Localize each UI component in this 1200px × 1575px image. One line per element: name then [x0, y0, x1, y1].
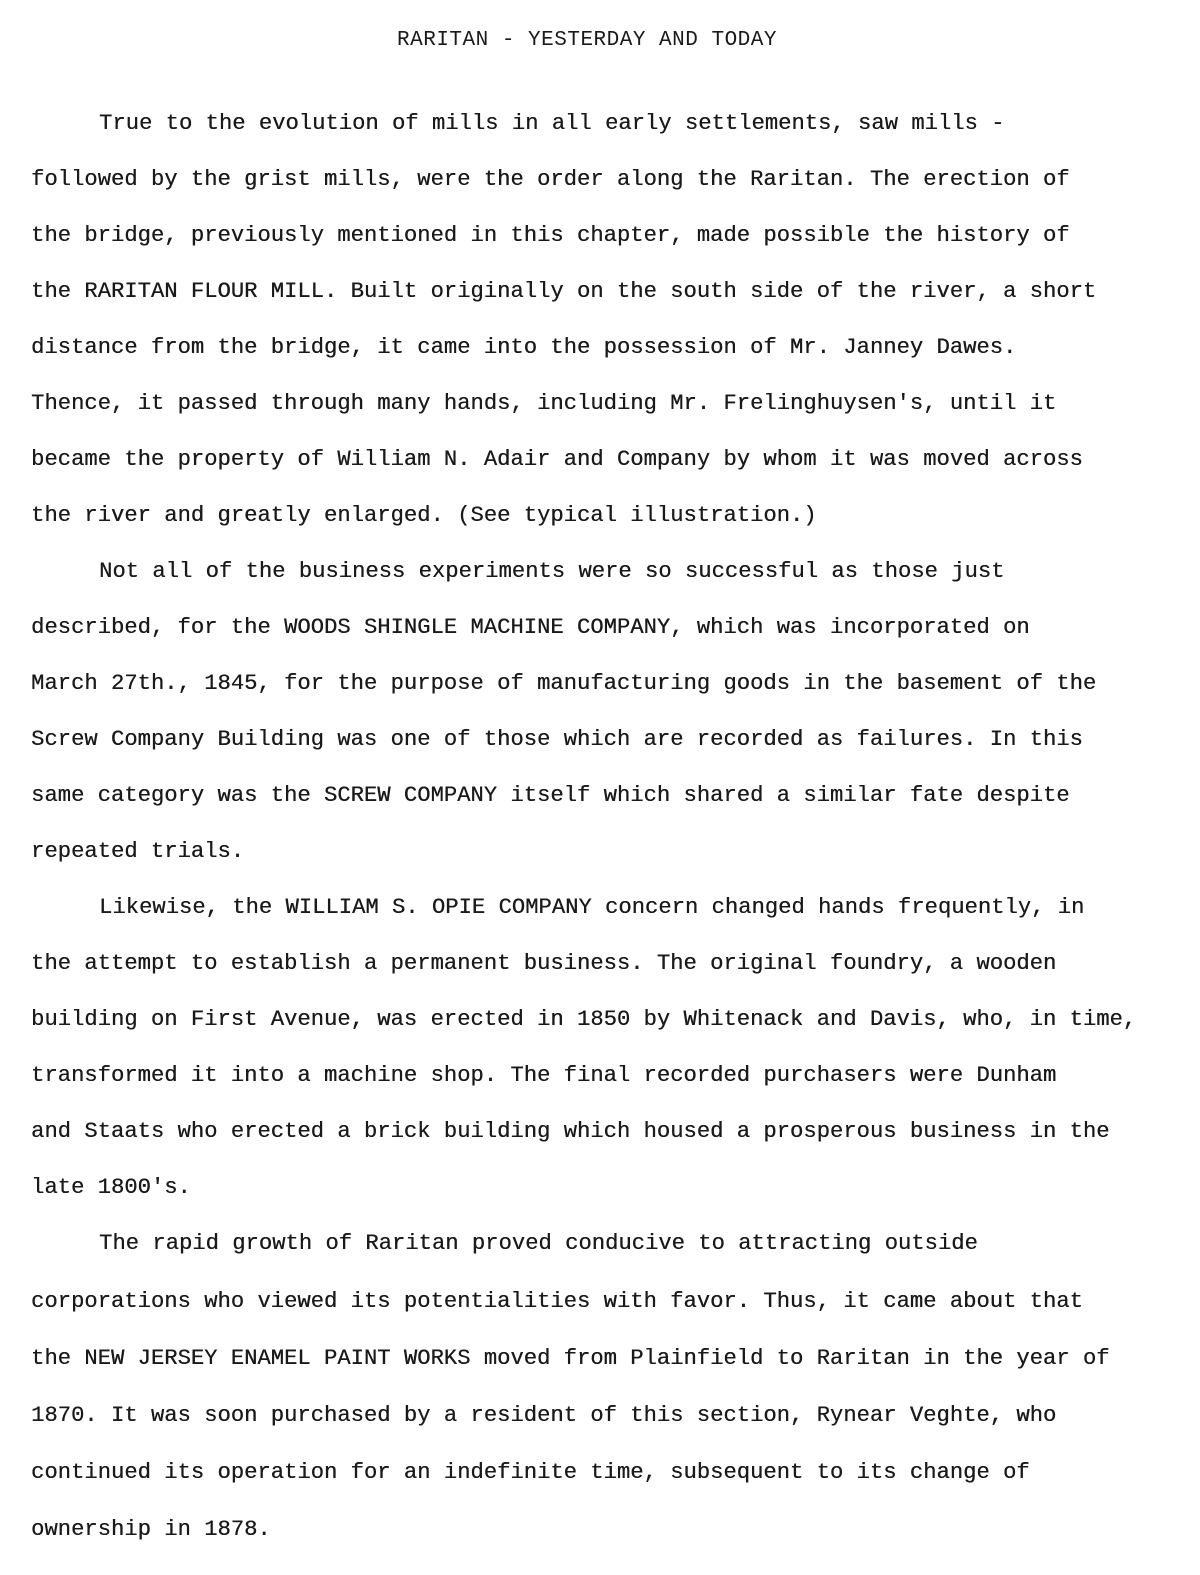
text-line: corporations who viewed its potentialities with favor. Thus, it came about that	[31, 1289, 1083, 1314]
text-line: described, for the WOODS SHINGLE MACHINE COMPANY, which was incorporated on	[31, 615, 1030, 640]
text-line: 1870. It was soon purchased by a resident of this section, Rynear Veghte, who	[31, 1403, 1057, 1428]
text-line: continued its operation for an indefinite time, subsequent to its change of	[31, 1460, 1030, 1485]
text-line: Not all of the business experiments were so successful as those just	[99, 559, 1005, 584]
text-line: distance from the bridge, it came into the possession of Mr. Janney Dawes.	[31, 335, 1017, 360]
text-line: transformed it into a machine shop. The final recorded purchasers were Dunham	[31, 1063, 1057, 1088]
text-line: The rapid growth of Raritan proved conducive to attracting outside	[99, 1231, 978, 1256]
text-line: Thence, it passed through many hands, including Mr. Frelinghuysen's, until it	[31, 391, 1057, 416]
text-line: became the property of William N. Adair and Company by whom it was moved across	[31, 447, 1083, 472]
text-line: late 1800's.	[31, 1175, 191, 1200]
text-line: Screw Company Building was one of those which are recorded as failures. In this	[31, 727, 1083, 752]
text-line: repeated trials.	[31, 839, 245, 864]
text-line: the RARITAN FLOUR MILL. Built originally on the south side of the river, a short	[31, 279, 1097, 304]
text-line: and Staats who erected a brick building which housed a prosperous business in the	[31, 1119, 1110, 1144]
text-line: same category was the SCREW COMPANY itself which shared a similar fate despite	[31, 783, 1070, 808]
text-line: ownership in 1878.	[31, 1517, 271, 1542]
text-line: the river and greatly enlarged. (See typical illustration.)	[31, 503, 817, 528]
text-line: the attempt to establish a permanent business. The original foundry, a wooden	[31, 951, 1057, 976]
text-line: True to the evolution of mills in all early settlements, saw mills -	[99, 111, 1005, 136]
text-line: followed by the grist mills, were the order along the Raritan. The erection of	[31, 167, 1070, 192]
text-line: building on First Avenue, was erected in 1850 by Whitenack and Davis, who, in time,	[31, 1007, 1137, 1032]
page-title: RARITAN - YESTERDAY AND TODAY	[397, 29, 777, 52]
text-line: March 27th., 1845, for the purpose of manufacturing goods in the basement of the	[31, 671, 1097, 696]
text-line: the NEW JERSEY ENAMEL PAINT WORKS moved from Plainfield to Raritan in the year of	[31, 1346, 1110, 1371]
text-line: Likewise, the WILLIAM S. OPIE COMPANY concern changed hands frequently, in	[99, 895, 1085, 920]
text-line: the bridge, previously mentioned in this chapter, made possible the history of	[31, 223, 1070, 248]
